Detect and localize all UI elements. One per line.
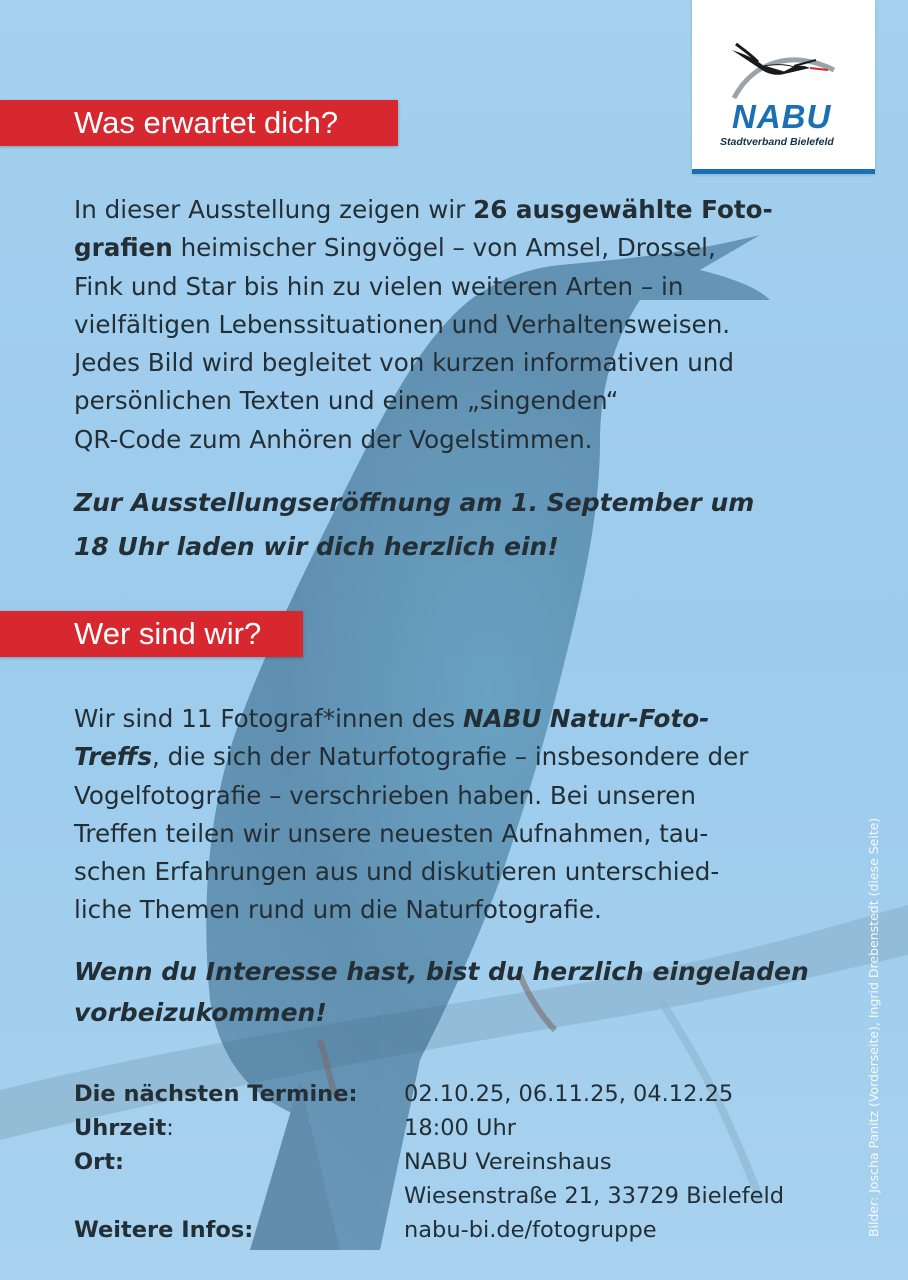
section-heading-who-we-are: Wer sind wir? (0, 611, 303, 657)
text-line: vorbeizukommen! (74, 998, 327, 1027)
stork-icon (724, 40, 844, 100)
place-value-line1: NABU Vereinshaus (404, 1149, 612, 1175)
event-time-row (74, 1111, 834, 1145)
place-value-line2: Wiesenstraße 21, 33729 Bielefeld (404, 1183, 785, 1209)
event-dates-row (74, 1077, 834, 1111)
text-line: vielfältigen Lebenssituationen und Verhaltensweisen. (74, 309, 731, 339)
nabu-logo (692, 0, 875, 174)
text-line: grafien heimischer Singvögel – von Amsel, Drossel, (74, 233, 716, 263)
join-invitation (74, 951, 844, 1033)
opening-invitation (74, 481, 844, 569)
info-link[interactable]: nabu-bi.de/fotogruppe (404, 1217, 657, 1243)
section1-paragraph (74, 191, 844, 459)
place-label: Ort: (74, 1149, 124, 1175)
text-line: Jedes Bild wird begleitet von kurzen informativen und (74, 348, 734, 378)
text-line: Fink und Star bis hin zu vielen weiteren Arten – in (74, 271, 684, 301)
section-heading-what-to-expect: Was erwartet dich? (0, 100, 398, 146)
text-line: QR-Code zum Anhören der Vogelstimmen. (74, 424, 593, 454)
logo-bar (692, 169, 875, 174)
text-line: Treffs, die sich der Naturfotografie – insbesondere der (74, 742, 749, 772)
text-line: 18 Uhr laden wir dich herzlich ein! (74, 532, 559, 561)
text-line: Zur Ausstellungseröffnung am 1. September um (74, 488, 755, 517)
time-label: Uhrzeit: (74, 1115, 174, 1141)
time-value: 18:00 Uhr (404, 1115, 516, 1141)
text-line: schen Erfahrungen aus und diskutieren unterschied- (74, 857, 720, 887)
event-place-row (74, 1145, 834, 1179)
text-line: persönlichen Texten und einem „singenden“ (74, 386, 619, 416)
dates-value: 02.10.25, 06.11.25, 04.12.25 (404, 1081, 734, 1107)
event-info-row (74, 1213, 834, 1247)
logo-name: NABU (732, 98, 832, 135)
text-line: In dieser Ausstellung zeigen wir 26 ausgewählte Foto- (74, 195, 773, 224)
info-label: Weitere Infos: (74, 1217, 254, 1243)
events-table (74, 1077, 834, 1247)
text-line: Treffen teilen wir unsere neuesten Aufnahmen, tau- (74, 818, 709, 848)
text-line: Wir sind 11 Fotograf*innen des NABU Natur-Foto- (74, 704, 710, 733)
logo-subtitle: Stadtverband Bielefeld (720, 136, 834, 148)
text-line: Vogelfotografie – verschrieben haben. Bei unseren (74, 780, 696, 810)
photo-credit: Bilder: Joscha Panitz (Vorderseite), Ingrid Drebenstedt (diese Seite) (866, 817, 881, 1237)
dates-label: Die nächsten Termine: (74, 1081, 358, 1107)
text-line: Wenn du Interesse hast, bist du herzlich eingeladen (74, 957, 809, 986)
section2-paragraph (74, 700, 844, 930)
text-line: liche Themen rund um die Naturfotografie. (74, 895, 602, 925)
event-address-row (74, 1179, 834, 1213)
